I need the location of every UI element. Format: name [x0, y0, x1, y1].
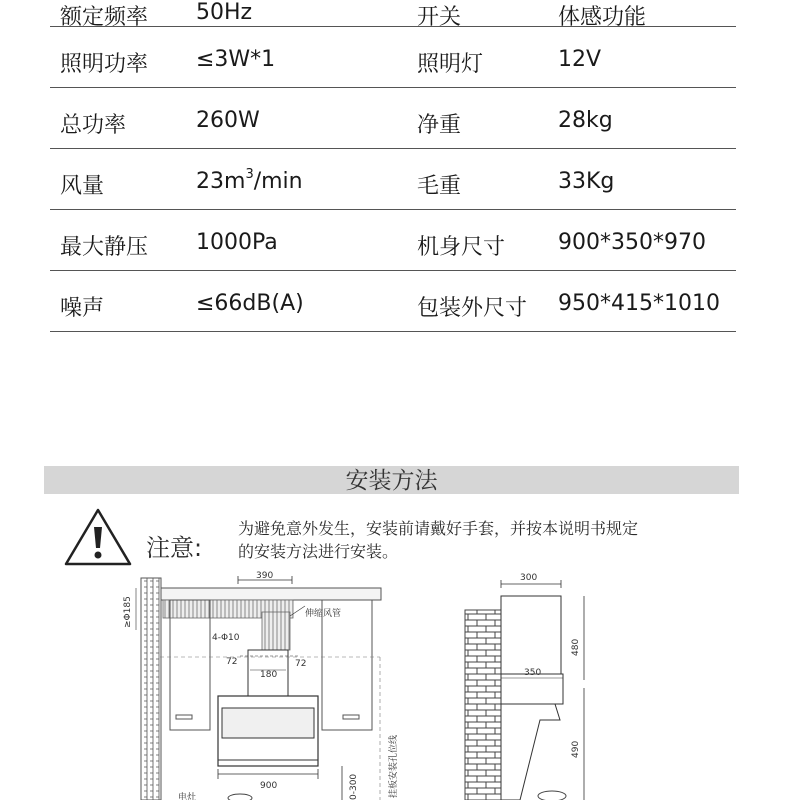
cabinet-handle — [343, 715, 359, 719]
notice-line: 为避免意外发生，安装前请戴好手套，并按本说明书规定 — [238, 519, 639, 538]
ceiling — [161, 588, 381, 600]
spec-label: 照明灯 — [417, 52, 484, 77]
dim-480: 480 — [571, 638, 581, 656]
side-hood-body — [501, 704, 560, 800]
dim-300: 300 — [520, 573, 538, 583]
dim-72: 72 — [226, 657, 238, 667]
spec-row-noise — [50, 271, 736, 332]
dim-180: 180 — [260, 670, 278, 680]
spec-row-lighting — [50, 27, 736, 88]
spec-label: 噪声 — [60, 296, 105, 321]
spec-label: 净重 — [417, 113, 462, 138]
install-section-title: 安装方法 — [44, 466, 739, 494]
spec-value: ≤3W*1 — [196, 47, 276, 72]
hole-label: 4-Φ10 — [212, 633, 240, 643]
spec-label: 总功率 — [60, 113, 127, 138]
pot-icon — [228, 794, 252, 800]
spec-value: 12V — [558, 47, 602, 72]
spec-value: 900*350*970 — [558, 230, 706, 255]
dim-490: 490 — [571, 740, 581, 758]
warning-icon — [63, 507, 133, 567]
notice-label: 注意: — [146, 534, 203, 562]
spec-value: 50Hz — [196, 0, 253, 25]
spec-label: 毛重 — [417, 174, 462, 199]
spec-value: 950*415*1010 — [558, 291, 720, 316]
spec-label: 风量 — [60, 174, 105, 199]
spec-value: 33Kg — [558, 169, 615, 194]
dim-185: ≥Φ185 — [123, 596, 133, 628]
stove-label: 电灶 — [178, 793, 197, 800]
hood-panel — [222, 708, 314, 738]
wall-left — [141, 578, 161, 800]
dim-900: 900 — [260, 781, 278, 791]
spec-value: 260W — [196, 108, 260, 133]
spec-value: 1000Pa — [196, 230, 278, 255]
dim-350: 350 — [524, 668, 542, 678]
spec-value: ≤66dB(A) — [196, 291, 304, 316]
spec-value: 28kg — [558, 108, 613, 133]
dim-72: 72 — [295, 659, 307, 669]
side-hood — [501, 674, 563, 704]
spec-row-pressure — [50, 210, 736, 271]
dim-390: 390 — [256, 571, 274, 581]
installation-diagram — [0, 560, 790, 800]
spec-table — [50, 0, 736, 332]
spec-label: 机身尺寸 — [417, 235, 506, 260]
wire-label: 挂板安装孔位线 — [389, 734, 399, 798]
cabinet-handle — [176, 715, 192, 719]
spec-row-frequency — [50, 0, 736, 30]
pot-icon — [538, 791, 566, 800]
duct-elbow — [262, 612, 290, 650]
spec-row-power — [50, 88, 736, 149]
side-cabinet — [501, 596, 561, 674]
spec-label: 包装外尺寸 — [417, 296, 528, 321]
spec-label: 开关 — [417, 5, 462, 30]
cabinet-left — [170, 600, 210, 730]
spec-value: $23m^3/\min$ — [196, 167, 303, 194]
dim-range: 0-300 — [349, 773, 359, 800]
spec-row-airflow — [50, 149, 736, 210]
notice-line: 的安装方法进行安装。 — [238, 542, 399, 561]
spec-label: 最大静压 — [60, 235, 149, 260]
brick-wall — [465, 610, 501, 800]
duct-label: 伸缩风管 — [305, 609, 342, 619]
notice-text — [238, 517, 738, 563]
cabinet-right — [322, 600, 372, 730]
spec-value: 体感功能 — [558, 5, 647, 30]
spec-label: 额定频率 — [60, 5, 149, 30]
spec-label: 照明功率 — [60, 52, 149, 77]
